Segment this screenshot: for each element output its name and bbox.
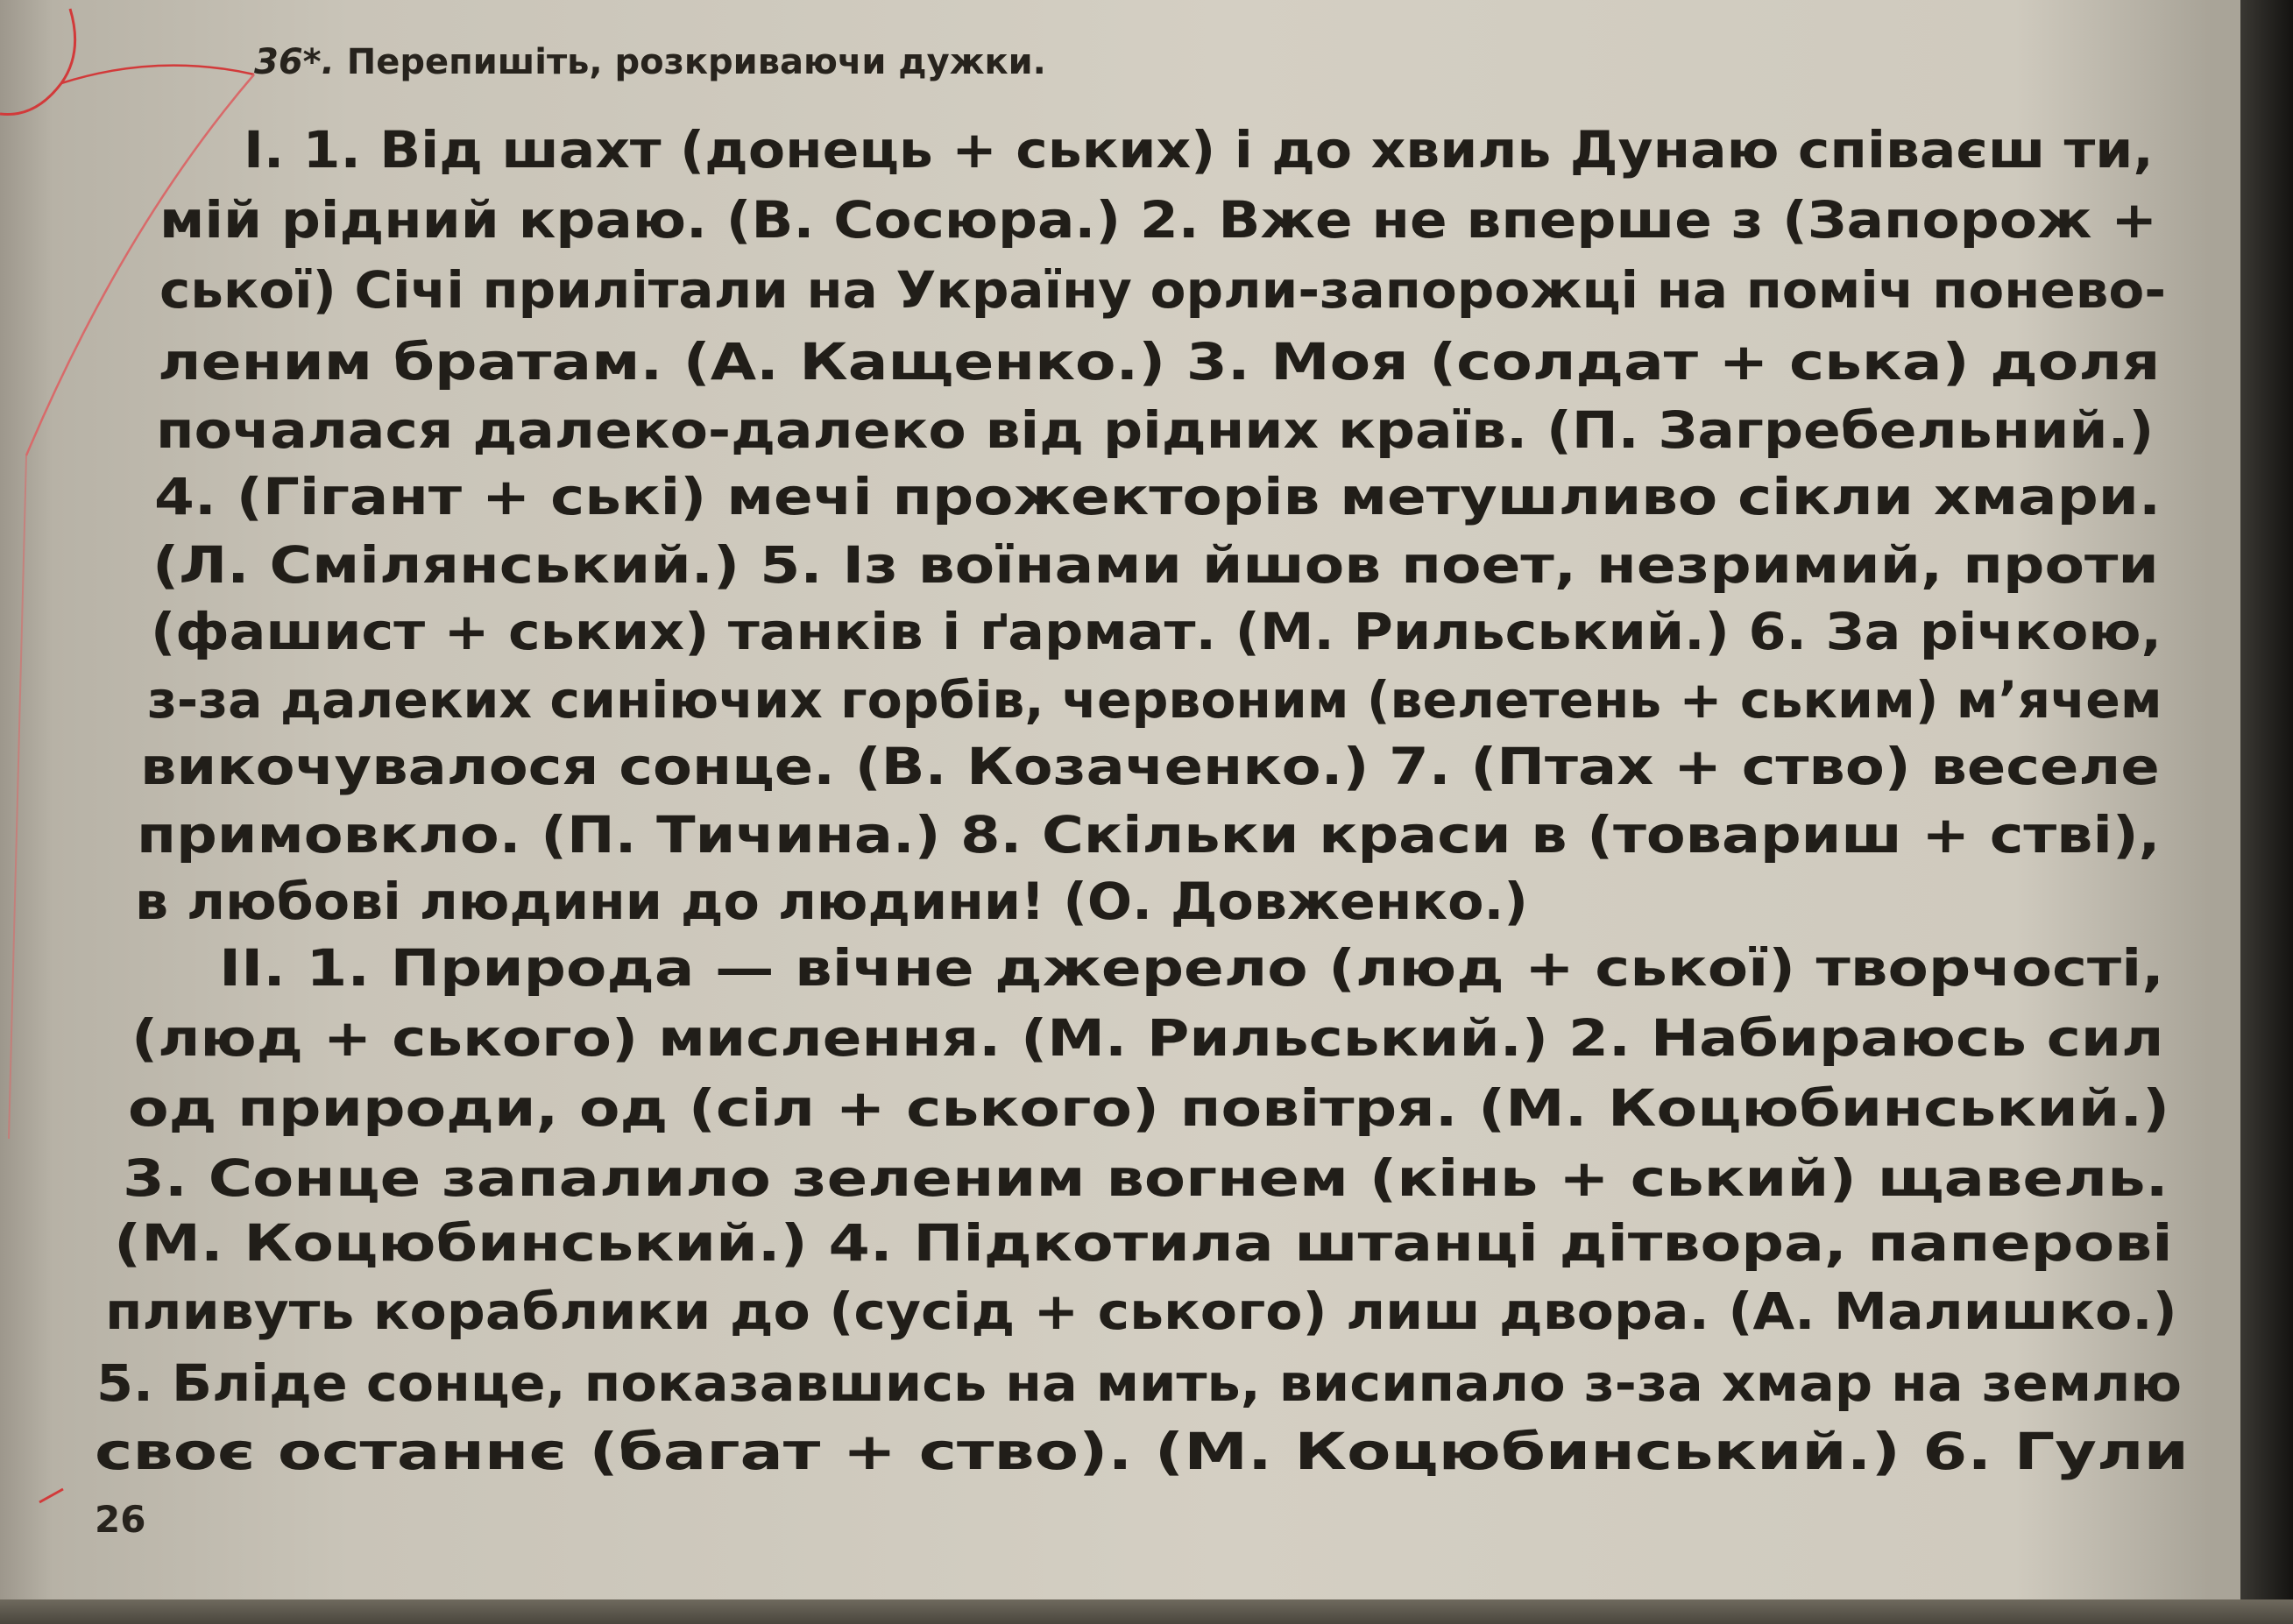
text-line: І. 1. Від шахт (донець + ських) і до хвиль Дунаю співаєш ти,	[244, 120, 2154, 180]
text-line: леним братам. (А. Кащенко.) 3. Моя (солдат + ська) доля	[158, 332, 2161, 392]
background-edge	[2240, 0, 2293, 1624]
text-line: пливуть кораблики до (сусід + ського) лиш двора. (А. Малишко.)	[105, 1282, 2177, 1341]
exercise-heading	[254, 42, 1046, 82]
exercise-number: 36*.	[254, 42, 335, 82]
text-line: 3. Сонце запалило зеленим вогнем (кінь + ський) щавель.	[123, 1148, 2169, 1208]
text-line: 5. Бліде сонце, показавшись на мить, висипало з-за хмар на землю	[96, 1353, 2183, 1413]
background-edge	[0, 1599, 2293, 1624]
text-line: з-за далеких синіючих горбів, червоним (велетень + ським) м’ячем	[147, 670, 2162, 730]
text-line: од природи, од (сіл + ського) повітря. (М. Коцюбинський.)	[128, 1078, 2170, 1138]
page-number: 26	[95, 1498, 146, 1541]
text-line: ської) Січі прилітали на Україну орли-запорожці на поміч понево-	[159, 260, 2167, 320]
text-line: своє останнє (багат + ство). (М. Коцюбинський.) 6. Гули	[95, 1422, 2189, 1481]
text-line: мій рідний краю. (В. Сосюра.) 2. Вже не вперше з (Запорож +	[159, 190, 2158, 250]
text-line: (фашист + ських) танків і ґармат. (М. Рильський.) 6. За річкою,	[151, 602, 2162, 661]
text-line: ІІ. 1. Природа — вічне джерело (люд + ської) творчості,	[219, 938, 2164, 998]
text-line: в любові людини до людини! (О. Довженко.)	[135, 872, 1528, 931]
text-line: 4. (Гігант + ські) мечі прожекторів метушливо сікли хмари.	[154, 467, 2161, 526]
text-line: викочувалося сонце. (В. Козаченко.) 7. (Птах + ство) веселе	[140, 737, 2160, 796]
text-line: (М. Коцюбинський.) 4. Підкотила штанці дітвора, паперові	[114, 1213, 2173, 1273]
text-line: почалася далеко-далеко від рідних країв. (П. Загребельний.)	[156, 400, 2155, 460]
text-line: (люд + ського) мислення. (М. Рильський.) 2. Набираюсь сил	[131, 1008, 2164, 1068]
text-line: примовкло. (П. Тичина.) 8. Скільки краси в (товариш + стві),	[137, 805, 2161, 865]
exercise-instruction: Перепишіть, розкриваючи дужки.	[346, 42, 1046, 82]
text-line: (Л. Смілянський.) 5. Із воїнами йшов поет, незримий, проти	[152, 535, 2159, 595]
